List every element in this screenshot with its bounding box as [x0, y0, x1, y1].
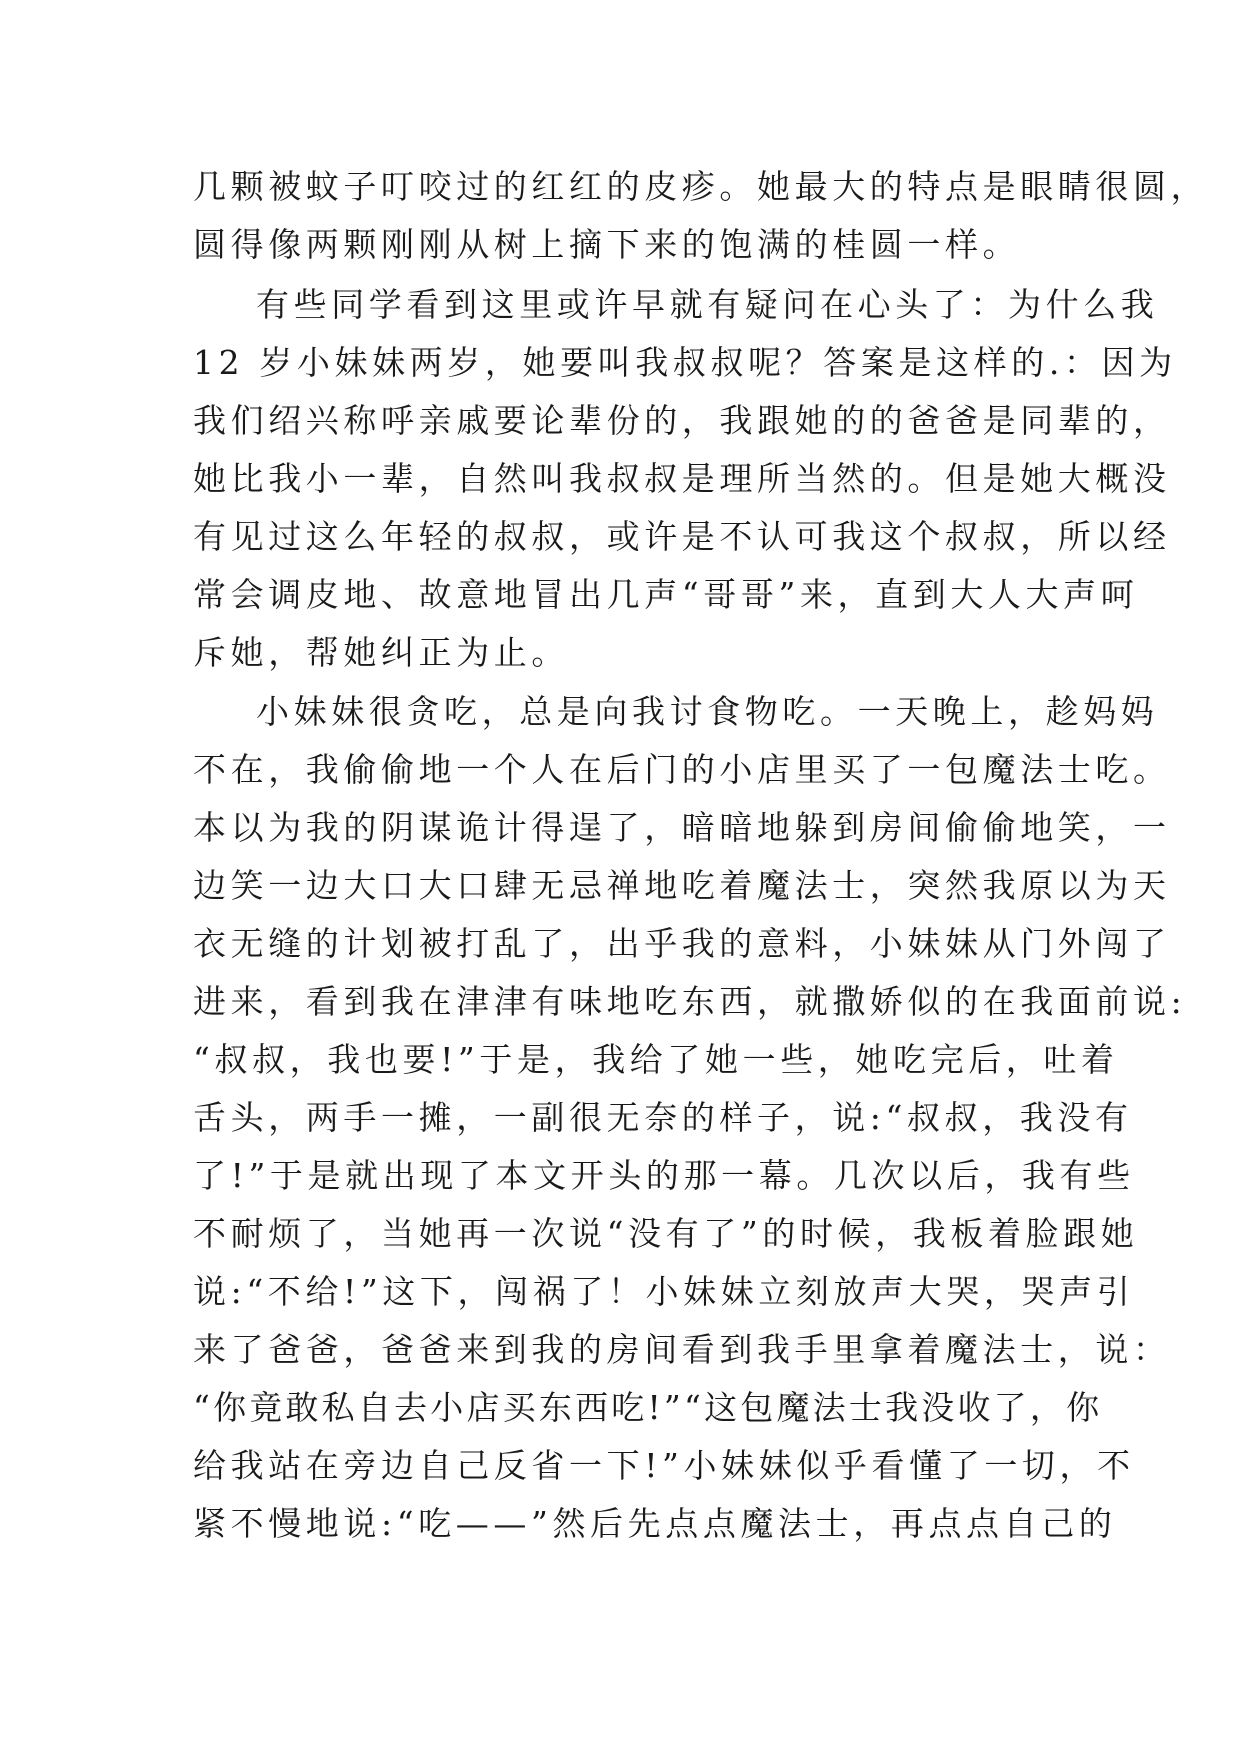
text-line: 边笑一边大口大口肆无忌禅地吃着魔法士，突然我原以为天 [193, 866, 1171, 905]
text-line: 给我站在旁边自己反省一下!”小妹妹似乎看懂了一切，不 [193, 1446, 1135, 1485]
text-line: 她比我小一辈，自然叫我叔叔是理所当然的。但是她大概没 [193, 459, 1171, 498]
text-line: 了!”于是就出现了本文开头的那一幕。几次以后，我有些 [193, 1156, 1135, 1195]
text-line: 进来，看到我在津津有味地吃东西，就撒娇似的在我面前说: [193, 982, 1187, 1021]
text-line: 常会调皮地、故意地冒出几声“哥哥”来，直到大人大声呵 [193, 575, 1139, 614]
paragraph-first-line: 小妹妹很贪吃，总是向我讨食物吃。一天晚上，趁妈妈 [256, 692, 1159, 731]
text-line: 本以为我的阴谋诡计得逞了，暗暗地躲到房间偷偷地笑，一 [193, 808, 1171, 847]
text-line: 舌头，两手一摊，一副很无奈的样子，说:“叔叔，我没有 [193, 1098, 1133, 1137]
text-line: “你竟敢私自去小店买东西吃!”“这包魔法士我没收了，你 [193, 1388, 1103, 1427]
text-line: 12 岁小妹妹两岁，她要叫我叔叔呢？答案是这样的.：因为 [193, 343, 1177, 382]
text-line: 我们绍兴称呼亲戚要论辈份的，我跟她的的爸爸是同辈的， [193, 401, 1171, 440]
text-line: 说:“不给!”这下，闯祸了！小妹妹立刻放声大哭，哭声引 [193, 1272, 1135, 1311]
paragraph-first-line: 有些同学看到这里或许早就有疑问在心头了：为什么我 [256, 285, 1159, 324]
text-line: “叔叔，我也要!”于是，我给了她一些，她吃完后，吐着 [193, 1040, 1119, 1079]
text-line: 有见过这么年轻的叔叔，或许是不认可我这个叔叔，所以经 [193, 517, 1171, 556]
text-line: 几颗被蚊子叮咬过的红红的皮疹。她最大的特点是眼睛很圆， [193, 167, 1209, 206]
text-line: 圆得像两颗刚刚从树上摘下来的饱满的桂圆一样。 [193, 225, 1021, 264]
text-line: 来了爸爸，爸爸来到我的房间看到我手里拿着魔法士，说： [193, 1330, 1171, 1369]
text-line: 紧不慢地说:“吃——”然后先点点魔法士，再点点自己的 [193, 1504, 1117, 1543]
text-line: 衣无缝的计划被打乱了，出乎我的意料，小妹妹从门外闯了 [193, 924, 1171, 963]
text-line: 不在，我偷偷地一个人在后门的小店里买了一包魔法士吃。 [193, 750, 1171, 789]
text-line: 斥她，帮她纠正为止。 [193, 633, 569, 672]
text-line: 不耐烦了，当她再一次说“没有了”的时候，我板着脸跟她 [193, 1214, 1139, 1253]
